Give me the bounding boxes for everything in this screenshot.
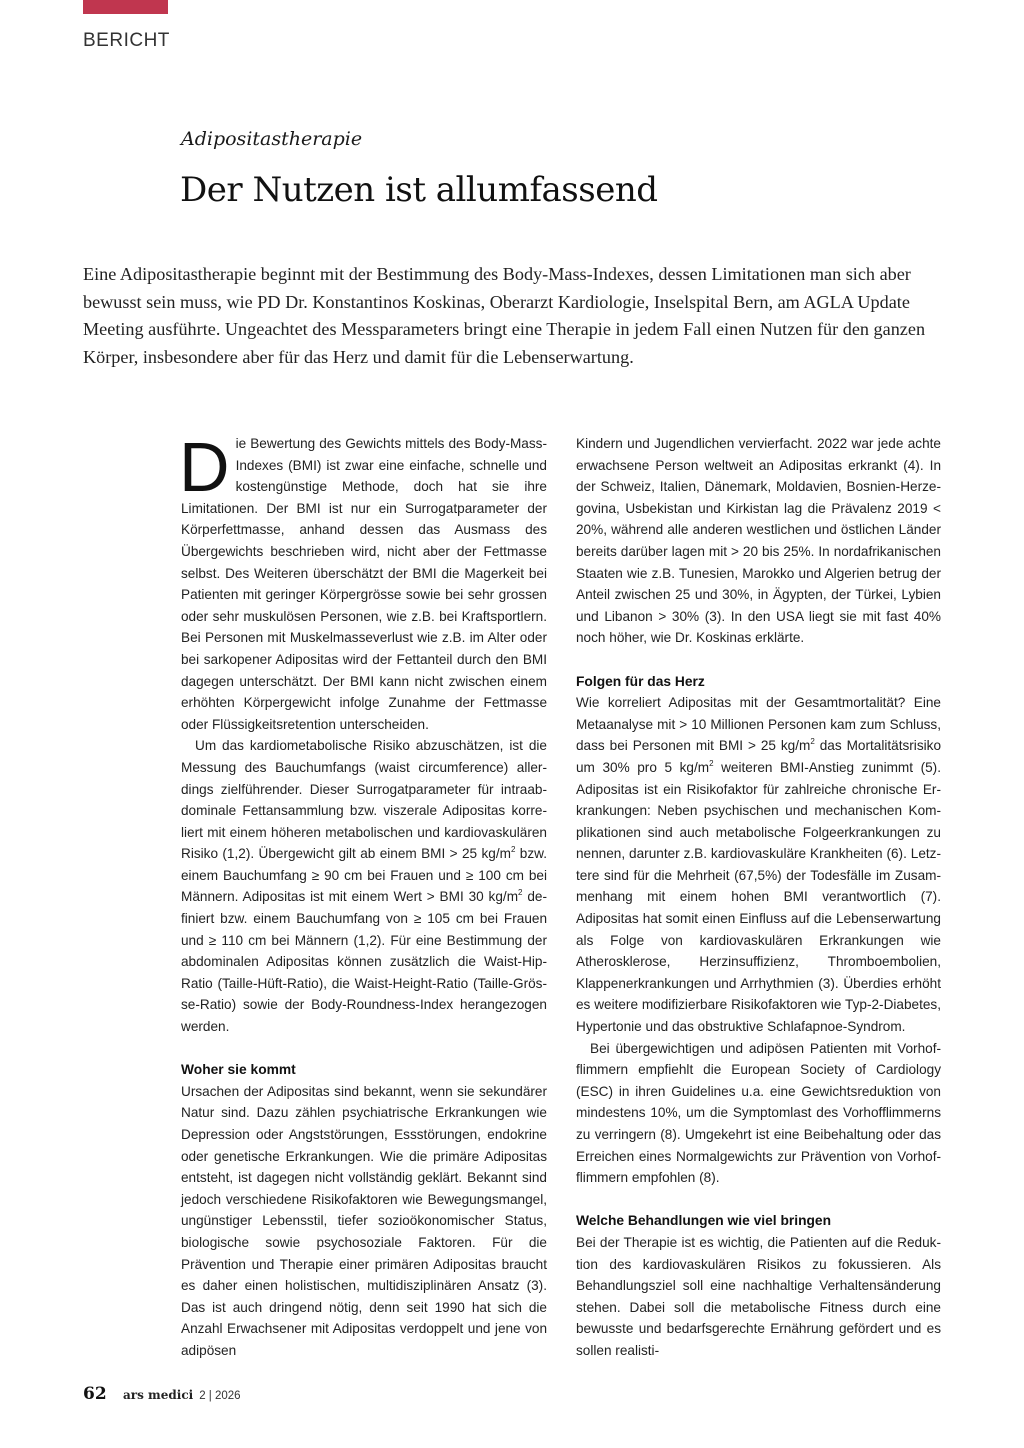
article-column-right <box>576 433 941 1362</box>
page-footer <box>83 1384 241 1404</box>
paragraph: Wie korreliert Adipositas mit der Gesamtmortalität? Eine Metaanalyse mit > 10 Millionen Personen kam zum Schluss, dass bei Personen mit BMI > 25 $kg/m^2$ das Mortalitätsrisiko um 30% pro 5 $kg/m^2$ weiteren BMI-Anstieg zunimmt (5). Adipositas ist ein Risikofaktor für zahlreiche chronische Erkrankungen: Neben psychischen und mechanischen Komplikationen sind auch metabolische Folgeerkrankungen zu nennen, darunter z.B. kardiovaskuläre Krankheiten (6). Letztere sind für die Mehrheit (67,5%) der Todesfälle im Zusammenhang mit einem hohen BMI verantwortlich (7). Adipositas hat somit einen Einfluss auf die Lebenserwartung als Folge von kardiovaskulären Erkrankungen wie Atherosklerose, Herzinsuffizienz, Thromboembolien, Klappenerkrankungen und Arrhythmien (3). Überdies erhöht es weitere modifizierbare Risikofaktoren wie Typ-2-Diabetes, Hypertonie und das obstruktive Schlafapnoe-Syndrom. <box>576 695 942 1035</box>
article-lead: Eine Adipositastherapie beginnt mit der Bestimmung des Body-Mass-Indexes, dessen Limitationen man sich aber bewusst sein muss, wie PD Dr. Konstantinos Koskinas, Oberarzt Kardiologie, Inselspital Bern, am AGLA Update Meeting ausführte. Ungeachtet des Messparameters bringt eine Therapie in jedem Fall einen Nutzen für den ganzen Körper, insbesondere aber für das Herz und damit für die Lebenserwartung. <box>83 264 926 368</box>
subheading-welche-behandlungen: Welche Behandlungen wie viel bringen <box>576 1213 832 1229</box>
subheading-woher-sie-kommt: Woher sie kommt <box>181 1062 296 1078</box>
article-column-left <box>179 428 547 1362</box>
section-accent-bar <box>83 0 168 14</box>
paragraph: Bei der Therapie ist es wichtig, die Patienten auf die Reduktion des kardiovaskulären Risikos zu fokussieren. Als Behandlungsziel soll eine nachhaltige Verhaltensänderung stehen. Dabei soll die metabolische Fitness durch eine bewusste und bedarfsgerechte Ernährung gefördert und es sollen realisti- <box>576 1234 941 1358</box>
page-number: 62 <box>83 1384 107 1404</box>
article-kicker: Adipositastherapie <box>181 128 363 150</box>
drop-cap: D <box>179 428 230 506</box>
journal-name: ars medici <box>123 1388 194 1402</box>
paragraph: Um das kardiometabolische Risiko abzuschätzen, ist die Messung des Bauchumfangs (waist circumference) allerdings zielführender. Dieser Surrogatparameter für intraabdominale Fettansammlung bzw. viszerale Adipositas korreliert mit einem höheren metabolischen und kardiovaskulären Risiko (1,2). Übergewicht gilt ab einem BMI > 25 $kg/m^2$ bzw. einem Bauchumfang ≥ 90 cm bei Frauen und ≥ 100 cm bei Männern. Adipositas ist mit einem Wert > BMI 30 $kg/m^2$ definiert bzw. einem Bauchumfang von ≥ 105 cm bei Frauen und ≥ 110 cm bei Männern (1,2). Für eine Bestimmung der abdominalen Adipositas können zusätzlich die Waist-Hip-Ratio (Taille-Hüft-Ratio), die Waist-Height-Ratio (Taille-Grösse-Ratio) sowie der Body-Roundness-Index herangezogen werden. <box>181 738 547 1035</box>
paragraph: Bei übergewichtigen und adipösen Patienten mit Vorhofflimmern empfiehlt die European Society of Cardiology (ESC) in ihren Guidelines u.a. eine Gewichtsreduktion von mindestens 10%, um die Symptomlast des Vorhofflimmerns zu verringern (8). Umgekehrt ist eine Beibehaltung oder das Erreichen eines Normalgewichts zur Prävention von Vorhofflimmern empfohlen (8). <box>576 1040 941 1186</box>
subheading-folgen-fuer-das-herz: Folgen für das Herz <box>576 673 705 689</box>
section-label: BERICHT <box>83 30 170 51</box>
paragraph: Kindern und Jugendlichen vervierfacht. 2022 war jede achte erwachsene Person weltweit an Adipositas erkrankt (4). In der Schweiz, Italien, Dänemark, Moldavien, Bosnien-Herzegovina, Usbekistan und Kirkistan lag die Prävalenz 2019 < 20%, während alle anderen westlichen und östlichen Länder bereits darüber lagen mit > 20 bis 25%. In nordafrikanischen Staaten wie z.B. Tunesien, Marokko und Algerien betrug der Anteil zwischen 25 und 30%, in Ägypten, der Türkei, Lybien und Libanon > 30% (3). In den USA liegt sie mit fast 40% noch höher, wie Dr. Koskinas erklärte. <box>576 436 941 646</box>
paragraph: Ursachen der Adipositas sind bekannt, wenn sie sekundärer Natur sind. Dazu zählen psychiatrische Erkrankungen wie Depression oder Angststörungen, Essstörungen, endokrine oder genetische Erkrankungen. Wie die primäre Adipositas entsteht, ist dagegen nicht vollständig geklärt. Bekannt sind jedoch verschiedene Risikofaktoren wie Bewegungsmangel, ungünstiger Lebensstil, tiefer sozioökonomischer Status, biologische sowie psychosoziale Faktoren. Für die Prävention und Therapie einer primären Adipositas braucht es daher einen holistischen, multidisziplinären Ansatz (3). Das ist auch dringend nötig, denn seit 1990 hat sich die Anzahl Erwachsener mit Adipositas verdoppelt und jene von adipösen <box>181 1083 547 1358</box>
paragraph: Die Bewertung des Gewichts mittels des Body-Mass-Indexes (BMI) ist zwar eine einfache, schnelle und kostengünstige Methode, doch hat sie ihre Limitationen. Der BMI ist nur ein Surrogatparameter der Körperfettmasse, anhand dessen das Ausmass des Übergewichts beschrieben wird, nicht aber der Fettmasse selbst. Des Weiteren überschätzt der BMI die Magerkeit bei Patienten mit geringer Körpergrösse sowie bei sehr grossen oder sehr muskulösen Personen, wie z.B. bei Kraftsportlern. Bei Personen mit Muskelmasseverlust wie z.B. im Alter oder bei sarkopener Adipositas wird der Fettanteil durch den BMI dagegen unterschätzt. Der BMI kann nicht zwischen einem erhöhten Körpergewicht infolge Zunahme der Fettmasse oder Flüssigkeitsretention unterscheiden. <box>179 428 547 732</box>
article-title: Der Nutzen ist allumfassend <box>180 170 658 210</box>
issue-number: 2 | 2026 <box>199 1390 241 1402</box>
